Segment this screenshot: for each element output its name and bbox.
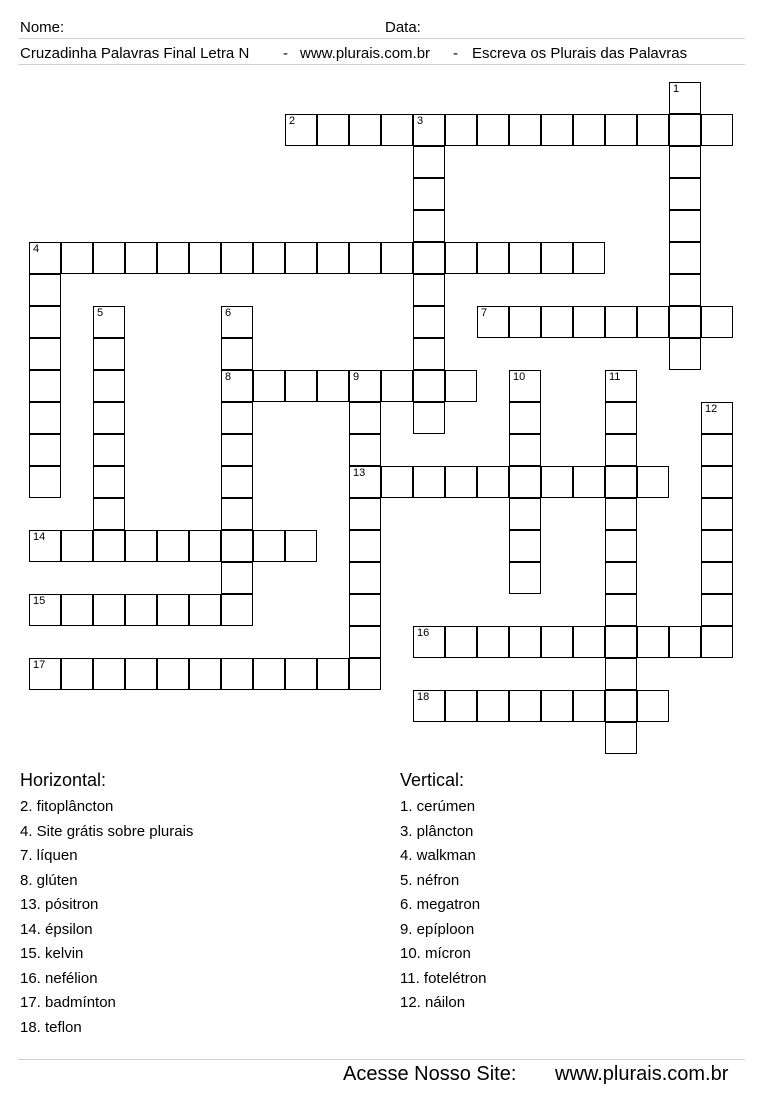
crossword-cell[interactable] [317, 114, 349, 146]
crossword-cell[interactable] [701, 434, 733, 466]
crossword-cell[interactable] [605, 562, 637, 594]
crossword-cell[interactable] [93, 306, 125, 338]
horizontal-clue: 4. Site grátis sobre plurais [20, 822, 194, 840]
subtitle-instruction: Escreva os Plurais das Palavras [472, 45, 688, 62]
crossword-cell[interactable] [701, 306, 733, 338]
crossword-cell[interactable] [701, 530, 733, 562]
crossword-cell[interactable] [93, 498, 125, 530]
crossword-cell[interactable] [605, 594, 637, 626]
crossword-cell[interactable] [541, 114, 573, 146]
name-label: Nome: [20, 19, 65, 36]
crossword-cell[interactable] [541, 626, 573, 658]
crossword-cell[interactable] [605, 530, 637, 562]
crossword-cell[interactable] [253, 242, 285, 274]
crossword-cell[interactable] [509, 434, 541, 466]
crossword-cell[interactable] [605, 402, 637, 434]
crossword-cell[interactable] [29, 338, 61, 370]
clue-number: 4 [33, 243, 40, 255]
crossword-cell[interactable] [477, 114, 509, 146]
crossword-cell[interactable] [125, 530, 157, 562]
crossword-cell[interactable] [477, 242, 509, 274]
crossword-cell[interactable] [189, 594, 221, 626]
crossword-cell[interactable] [253, 658, 285, 690]
crossword-cell[interactable] [413, 402, 445, 434]
crossword-cell[interactable] [445, 466, 477, 498]
crossword-cell[interactable] [29, 370, 61, 402]
crossword-cell[interactable] [445, 242, 477, 274]
vertical-clue: 10. mícron [400, 945, 471, 962]
crossword-cell[interactable] [477, 306, 509, 338]
crossword-cell[interactable] [93, 370, 125, 402]
crossword-cell[interactable] [221, 370, 253, 402]
crossword-cell[interactable] [413, 242, 445, 274]
horizontal-clue: 18. teflon [20, 1018, 82, 1036]
crossword-cell[interactable] [349, 402, 381, 434]
clue-number: 17 [33, 659, 46, 671]
horizontal-clue: 2. fitoplâncton [20, 798, 114, 815]
crossword-cell[interactable] [61, 242, 93, 274]
vertical-clue: 5. néfron [400, 871, 460, 889]
crossword-cell[interactable] [605, 434, 637, 466]
crossword-cell[interactable] [29, 594, 61, 626]
crossword-cell[interactable] [29, 434, 61, 466]
crossword-cell[interactable] [413, 178, 445, 210]
crossword-cell[interactable] [669, 274, 701, 306]
crossword-cell[interactable] [285, 530, 317, 562]
subtitle-separator: - [283, 45, 288, 62]
crossword-cell[interactable] [637, 466, 669, 498]
crossword-cell[interactable] [93, 338, 125, 370]
crossword-cell[interactable] [125, 242, 157, 274]
crossword-cell[interactable] [93, 466, 125, 498]
crossword-cell[interactable] [541, 690, 573, 722]
crossword-cell[interactable] [605, 466, 637, 498]
crossword-cell[interactable] [221, 306, 253, 338]
crossword-cell[interactable] [221, 242, 253, 274]
crossword-cell[interactable] [573, 466, 605, 498]
crossword-cell[interactable] [573, 306, 605, 338]
crossword-cell[interactable] [125, 594, 157, 626]
crossword-cell[interactable] [509, 690, 541, 722]
crossword-cell[interactable] [509, 562, 541, 594]
crossword-cell[interactable] [29, 274, 61, 306]
crossword-cell[interactable] [701, 498, 733, 530]
crossword-cell[interactable] [701, 402, 733, 434]
clue-number: 18 [417, 691, 430, 703]
vertical-clue: 6. megatron [400, 896, 481, 913]
crossword-cell[interactable] [413, 210, 445, 242]
crossword-cell[interactable] [221, 434, 253, 466]
horizontal-clue: 15. kelvin [20, 945, 84, 962]
crossword-cell[interactable] [381, 370, 413, 402]
crossword-cell[interactable] [701, 594, 733, 626]
crossword-cell[interactable] [701, 466, 733, 498]
crossword-cell[interactable] [669, 626, 701, 658]
crossword-cell[interactable] [125, 658, 157, 690]
crossword-cell[interactable] [541, 466, 573, 498]
crossword-cell[interactable] [509, 114, 541, 146]
crossword-cell[interactable] [509, 306, 541, 338]
crossword-cell[interactable] [445, 114, 477, 146]
clue-number: 2 [289, 115, 296, 127]
crossword-cell[interactable] [701, 114, 733, 146]
crossword-cell[interactable] [669, 178, 701, 210]
crossword-cell[interactable] [93, 242, 125, 274]
crossword-cell[interactable] [413, 274, 445, 306]
horizontal-clues-title: Horizontal: [20, 770, 107, 790]
footer-label: Acesse Nosso Site: [343, 1063, 517, 1085]
crossword-cell[interactable] [701, 562, 733, 594]
vertical-clue: 12. náilon [400, 994, 466, 1011]
crossword-cell[interactable] [61, 658, 93, 690]
crossword-cell[interactable] [61, 530, 93, 562]
crossword-cell[interactable] [381, 114, 413, 146]
crossword-cell[interactable] [413, 146, 445, 178]
crossword-cell[interactable] [349, 242, 381, 274]
crossword-cell[interactable] [93, 658, 125, 690]
crossword-cell[interactable] [509, 402, 541, 434]
crossword-cell[interactable] [189, 530, 221, 562]
crossword-cell[interactable] [413, 626, 445, 658]
crossword-cell[interactable] [317, 658, 349, 690]
crossword-cell[interactable] [669, 146, 701, 178]
crossword-cell[interactable] [605, 626, 637, 658]
crossword-cell[interactable] [381, 466, 413, 498]
crossword-cell[interactable] [701, 626, 733, 658]
crossword-cell[interactable] [29, 306, 61, 338]
crossword-cell[interactable] [669, 82, 701, 114]
crossword-cell[interactable] [541, 306, 573, 338]
clue-number: 16 [417, 627, 430, 639]
horizontal-clue: 8. glúten [20, 871, 78, 889]
crossword-cell[interactable] [253, 530, 285, 562]
crossword-cell[interactable] [285, 658, 317, 690]
clue-number: 13 [353, 467, 366, 479]
crossword-cell[interactable] [349, 498, 381, 530]
crossword-cell[interactable] [317, 370, 349, 402]
vertical-clue: 1. cerúmen [400, 798, 476, 815]
vertical-clue: 3. plâncton [400, 822, 474, 840]
crossword-cell[interactable] [381, 242, 413, 274]
crossword-cell[interactable] [29, 402, 61, 434]
crossword-cell[interactable] [509, 466, 541, 498]
crossword-cell[interactable] [509, 530, 541, 562]
horizontal-clue: 7. líquen [20, 847, 78, 864]
crossword-cell[interactable] [317, 242, 349, 274]
date-label: Data: [385, 19, 421, 36]
crossword-cell[interactable] [605, 658, 637, 690]
crossword-cell[interactable] [29, 242, 61, 274]
crossword-cell[interactable] [157, 658, 189, 690]
clue-number: 15 [33, 595, 46, 607]
clue-number: 1 [673, 83, 680, 95]
crossword-cell[interactable] [221, 530, 253, 562]
crossword-cell[interactable] [509, 498, 541, 530]
horizontal-clue: 13. pósitron [20, 896, 99, 913]
crossword-cell[interactable] [349, 114, 381, 146]
crossword-cell[interactable] [445, 690, 477, 722]
crossword-cell[interactable] [573, 690, 605, 722]
crossword-cell[interactable] [573, 626, 605, 658]
clue-number: 11 [609, 371, 621, 383]
vertical-clue: 4. walkman [400, 847, 476, 864]
crossword-cell[interactable] [413, 370, 445, 402]
vertical-clue: 11. fotelétron [400, 969, 487, 987]
clue-number: 7 [481, 307, 488, 319]
clue-number: 10 [513, 371, 526, 383]
clue-number: 3 [417, 115, 424, 127]
crossword-cell[interactable] [605, 370, 637, 402]
clue-number: 5 [97, 307, 104, 319]
crossword-cell[interactable] [61, 594, 93, 626]
crossword-cell[interactable] [349, 466, 381, 498]
crossword-cell[interactable] [509, 370, 541, 402]
crossword-cell[interactable] [413, 466, 445, 498]
crossword-cell[interactable] [221, 498, 253, 530]
crossword-cell[interactable] [477, 690, 509, 722]
horizontal-clue: 16. nefélion [20, 969, 98, 987]
crossword-cell[interactable] [637, 626, 669, 658]
crossword-cell[interactable] [221, 466, 253, 498]
crossword-cell[interactable] [221, 338, 253, 370]
clue-number: 9 [353, 371, 360, 383]
crossword-cell[interactable] [573, 242, 605, 274]
crossword-cell[interactable] [605, 722, 637, 754]
vertical-clues-title: Vertical: [400, 770, 465, 790]
crossword-cell[interactable] [669, 306, 701, 338]
crossword-cell[interactable] [541, 242, 573, 274]
horizontal-clue: 17. badmínton [20, 994, 116, 1011]
crossword-cell[interactable] [669, 114, 701, 146]
vertical-clue: 9. epíploon [400, 920, 475, 938]
clue-number: 6 [225, 307, 232, 319]
crossword-cell[interactable] [189, 658, 221, 690]
crossword-cell[interactable] [29, 530, 61, 562]
crossword-cell[interactable] [669, 338, 701, 370]
crossword-cell[interactable] [157, 594, 189, 626]
crossword-cell[interactable] [221, 402, 253, 434]
crossword-cell[interactable] [93, 594, 125, 626]
crossword-cell[interactable] [509, 242, 541, 274]
crossword-cell[interactable] [349, 434, 381, 466]
crossword-cell[interactable] [445, 626, 477, 658]
crossword-cell[interactable] [349, 562, 381, 594]
subtitle-separator: - [453, 45, 458, 62]
footer-divider [18, 1059, 745, 1060]
crossword-cell[interactable] [285, 114, 317, 146]
footer-site-link[interactable]: www.plurais.com.br [555, 1063, 729, 1085]
crossword-cell[interactable] [669, 242, 701, 274]
crossword-cell[interactable] [605, 306, 637, 338]
clue-number: 12 [705, 403, 718, 415]
crossword-cell[interactable] [477, 466, 509, 498]
crossword-cell[interactable] [349, 370, 381, 402]
crossword-cell[interactable] [253, 370, 285, 402]
crossword-cell[interactable] [413, 690, 445, 722]
clue-number: 14 [33, 531, 46, 543]
crossword-cell[interactable] [93, 530, 125, 562]
crossword-cell[interactable] [157, 242, 189, 274]
crossword-cell[interactable] [29, 658, 61, 690]
crossword-cell[interactable] [349, 530, 381, 562]
crossword-cell[interactable] [637, 114, 669, 146]
crossword-cell[interactable] [221, 594, 253, 626]
crossword-cell[interactable] [221, 658, 253, 690]
crossword-cell[interactable] [349, 626, 381, 658]
crossword-cell[interactable] [93, 402, 125, 434]
clue-number: 8 [225, 371, 232, 383]
subtitle-site: www.plurais.com.br [300, 45, 431, 62]
horizontal-clue: 14. épsilon [20, 920, 93, 938]
crossword-cell[interactable] [189, 242, 221, 274]
crossword-cell[interactable] [221, 562, 253, 594]
crossword-cell[interactable] [445, 370, 477, 402]
crossword-cell[interactable] [605, 498, 637, 530]
crossword-cell[interactable] [29, 466, 61, 498]
crossword-cell[interactable] [413, 306, 445, 338]
crossword-cell[interactable] [637, 306, 669, 338]
crossword-cell[interactable] [477, 626, 509, 658]
crossword-cell[interactable] [413, 338, 445, 370]
crossword-cell[interactable] [509, 626, 541, 658]
crossword-cell[interactable] [93, 434, 125, 466]
crossword-cell[interactable] [637, 690, 669, 722]
crossword-cell[interactable] [605, 114, 637, 146]
crossword-cell[interactable] [573, 114, 605, 146]
crossword-cell[interactable] [669, 210, 701, 242]
crossword-cell[interactable] [285, 242, 317, 274]
crossword-cell[interactable] [285, 370, 317, 402]
crossword-cell[interactable] [157, 530, 189, 562]
crossword-cell[interactable] [605, 690, 637, 722]
crossword-cell[interactable] [413, 114, 445, 146]
crossword-cell[interactable] [349, 594, 381, 626]
crossword-cell[interactable] [349, 658, 381, 690]
subtitle-title: Cruzadinha Palavras Final Letra N [20, 45, 250, 62]
